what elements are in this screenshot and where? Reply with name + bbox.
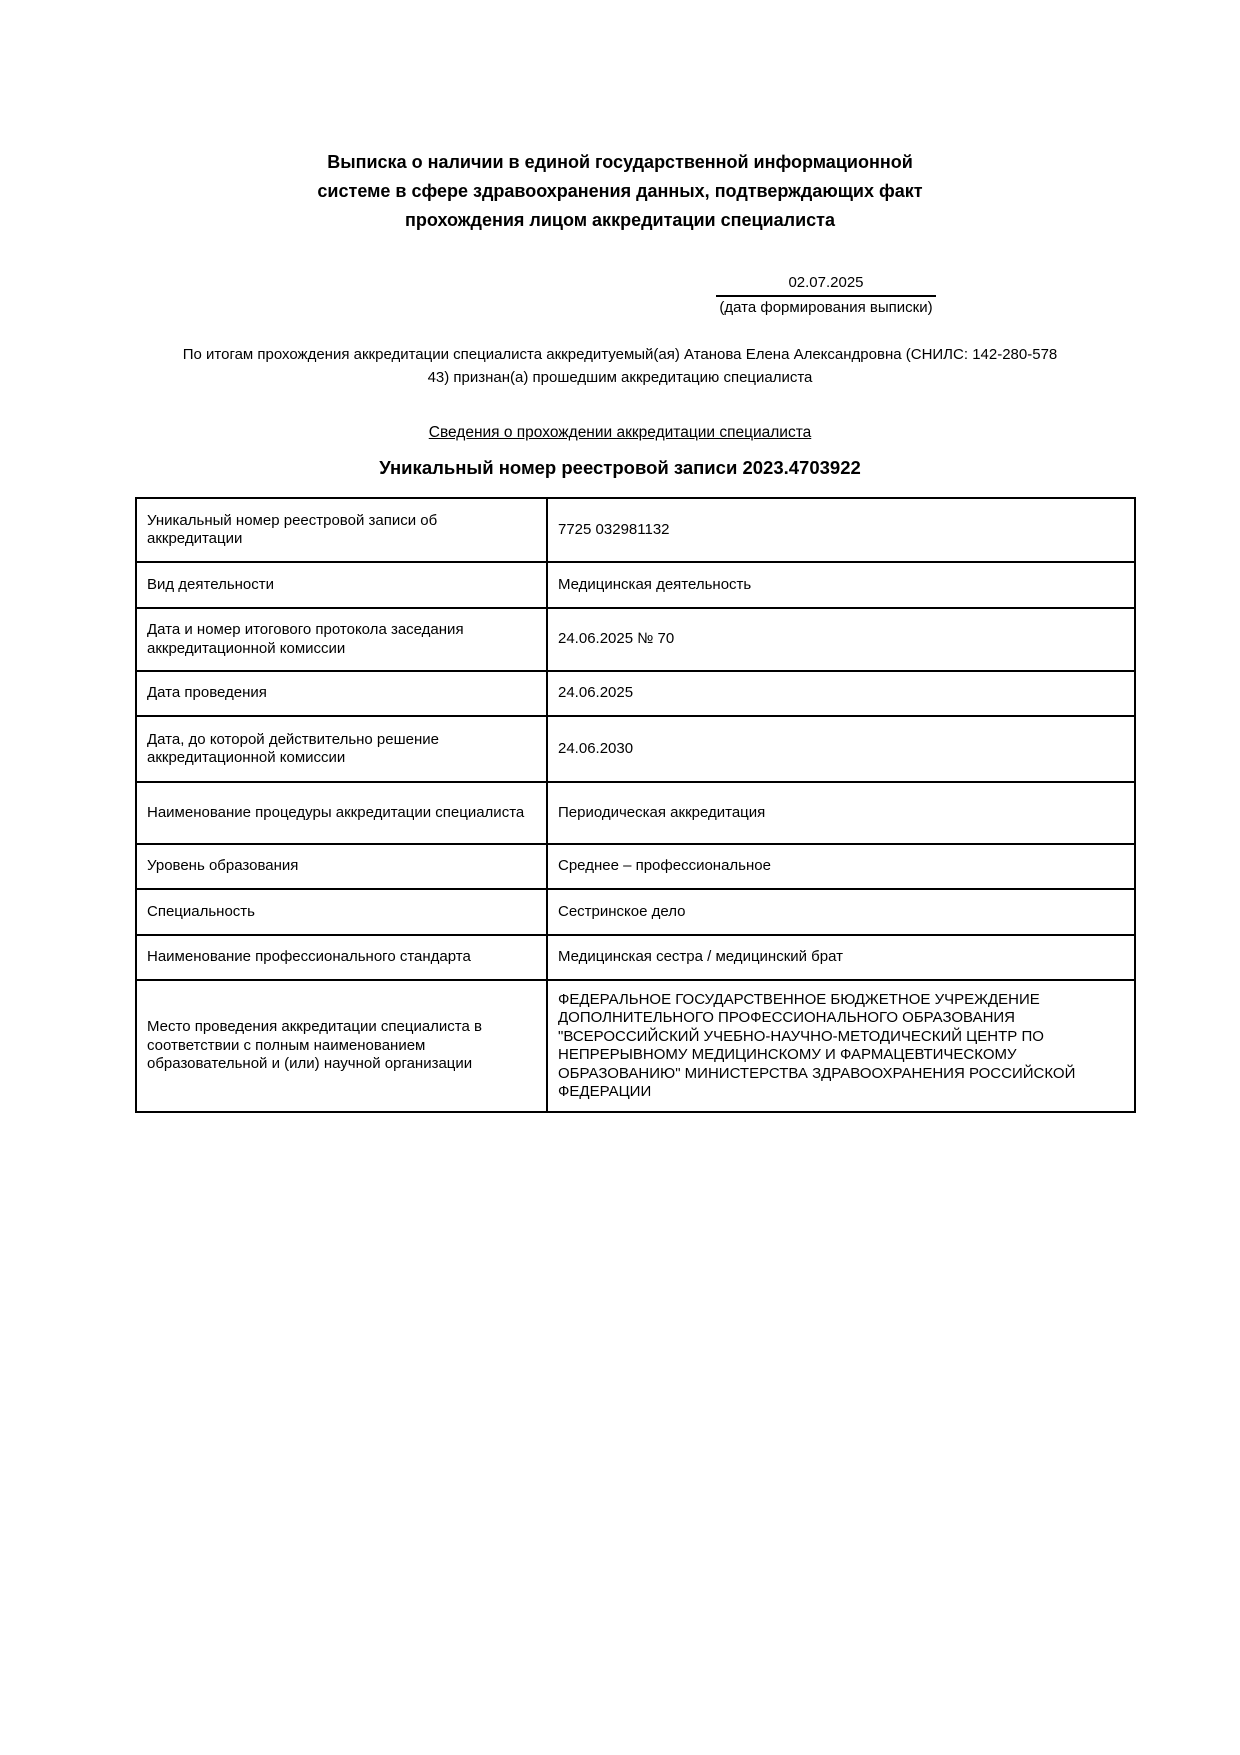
issue-date-block (716, 274, 936, 317)
table-row (136, 608, 1135, 671)
document-title-line: системе в сфере здравоохранения данных, подтверждающих факт (317, 181, 923, 201)
row-value: Периодическая аккредитация (547, 782, 1135, 844)
accreditation-table (135, 497, 1136, 1113)
row-label: Специальность (136, 889, 547, 935)
intro-paragraph (0, 343, 1240, 389)
row-label: Уровень образования (136, 844, 547, 889)
row-label: Наименование профессионального стандарта (136, 935, 547, 980)
section-heading: Сведения о прохождении аккредитации специалиста (428, 424, 812, 441)
intro-paragraph-line: 43) признан(а) прошедшим аккредитацию специалиста (427, 369, 813, 386)
table-row (136, 844, 1135, 889)
row-label: Уникальный номер реестровой записи об аккредитации (136, 498, 547, 562)
row-value: 24.06.2025 № 70 (547, 608, 1135, 671)
row-value: Медицинская сестра / медицинский брат (547, 935, 1135, 980)
document-title-line: прохождения лицом аккредитации специалиста (405, 210, 835, 230)
issue-date: 02.07.2025 (716, 274, 936, 297)
row-value: 7725 032981132 (547, 498, 1135, 562)
document-title-line: Выписка о наличии в единой государственной информационной (327, 152, 913, 172)
row-value: ФЕДЕРАЛЬНОЕ ГОСУДАРСТВЕННОЕ БЮДЖЕТНОЕ УЧРЕЖДЕНИЕ ДОПОЛНИТЕЛЬНОГО ПРОФЕССИОНАЛЬНОГО ОБРАЗОВАНИЯ "ВСЕРОССИЙСКИЙ УЧЕБНО-НАУЧНО-МЕТОДИЧЕСКИЙ ЦЕНТР ПО НЕПРЕРЫВНОМУ МЕДИЦИНСКОМУ И ФАРМАЦЕВТИЧЕСКОМУ ОБРАЗОВАНИЮ" МИНИСТЕРСТВА ЗДРАВООХРАНЕНИЯ РОССИЙСКОЙ ФЕДЕРАЦИИ (547, 980, 1135, 1112)
row-value: Сестринское дело (547, 889, 1135, 935)
table-row (136, 889, 1135, 935)
table-row (136, 716, 1135, 782)
registry-number-heading: Уникальный номер реестровой записи 2023.4703922 (379, 457, 861, 478)
table-row (136, 498, 1135, 562)
table-row (136, 562, 1135, 608)
row-label: Вид деятельности (136, 562, 547, 608)
table-row (136, 782, 1135, 844)
row-label: Наименование процедуры аккредитации специалиста (136, 782, 547, 844)
row-value: 24.06.2025 (547, 671, 1135, 716)
row-label: Место проведения аккредитации специалиста в соответствии с полным наименованием образовательной и (или) научной организации (136, 980, 547, 1112)
document-title (0, 148, 1240, 235)
row-label: Дата и номер итогового протокола заседания аккредитационной комиссии (136, 608, 547, 671)
row-label: Дата проведения (136, 671, 547, 716)
row-value: Медицинская деятельность (547, 562, 1135, 608)
intro-paragraph-line: По итогам прохождения аккредитации специалиста аккредитуемый(ая) Атанова Елена Александровна (СНИЛС: 142-280-578 (182, 346, 1058, 363)
table-row (136, 980, 1135, 1112)
issue-date-caption: (дата формирования выписки) (719, 299, 933, 316)
row-value: Среднее – профессиональное (547, 844, 1135, 889)
row-value: 24.06.2030 (547, 716, 1135, 782)
table-row (136, 935, 1135, 980)
table-row (136, 671, 1135, 716)
row-label: Дата, до которой действительно решение аккредитационной комиссии (136, 716, 547, 782)
